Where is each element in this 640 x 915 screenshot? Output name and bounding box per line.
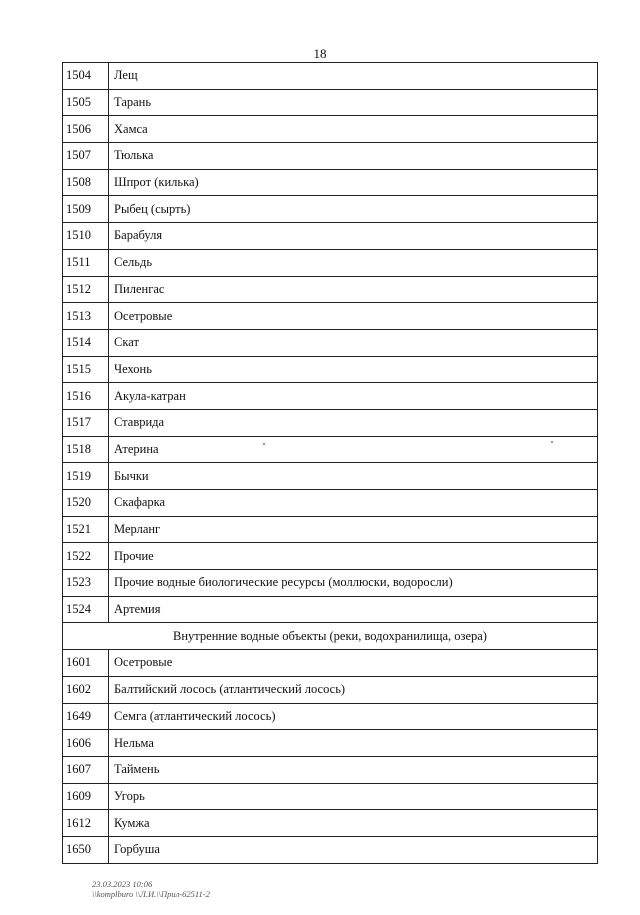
footer-path: \\komplburo \\Л.И.\\Прил-62511-2 <box>92 889 210 899</box>
table-row <box>63 169 598 196</box>
species-code-cell: 1521 <box>63 516 109 543</box>
table-row <box>63 356 598 383</box>
species-code-cell: 1513 <box>63 303 109 330</box>
species-name-cell: Осетровые <box>109 650 598 677</box>
table-row <box>63 543 598 570</box>
species-name-cell: Мерланг <box>109 516 598 543</box>
species-name-cell: Тюлька <box>109 143 598 170</box>
scan-speck <box>551 441 553 443</box>
species-code-cell: 1601 <box>63 650 109 677</box>
species-code-cell: 1522 <box>63 543 109 570</box>
species-name-cell: Барабуля <box>109 223 598 250</box>
species-name-cell: Скат <box>109 329 598 356</box>
table-row <box>63 756 598 783</box>
page-number: 18 <box>313 46 327 61</box>
table-row <box>63 730 598 757</box>
table-row <box>63 703 598 730</box>
species-name-cell: Акула-катран <box>109 383 598 410</box>
species-name-cell: Ставрида <box>109 409 598 436</box>
species-name-cell: Осетровые <box>109 303 598 330</box>
footer-stamp <box>92 879 210 899</box>
species-code-table <box>62 62 598 864</box>
species-name-cell: Прочие водные биологические ресурсы (моллюски, водоросли) <box>109 570 598 597</box>
table-row <box>63 276 598 303</box>
species-code-cell: 1510 <box>63 223 109 250</box>
table-row <box>63 463 598 490</box>
species-name-cell: Угорь <box>109 783 598 810</box>
species-code-cell: 1650 <box>63 836 109 863</box>
species-code-cell: 1524 <box>63 596 109 623</box>
species-code-cell: 1519 <box>63 463 109 490</box>
species-code-cell: 1516 <box>63 383 109 410</box>
table-row <box>63 329 598 356</box>
species-code-cell: 1602 <box>63 676 109 703</box>
species-name-cell: Шпрот (килька) <box>109 169 598 196</box>
species-name-cell: Артемия <box>109 596 598 623</box>
table-row <box>63 143 598 170</box>
table-row <box>63 303 598 330</box>
species-code-cell: 1607 <box>63 756 109 783</box>
species-name-cell: Таймень <box>109 756 598 783</box>
footer-date: 23.03.2023 10:06 <box>92 879 153 889</box>
table-row <box>63 650 598 677</box>
table-row <box>63 836 598 863</box>
species-name-cell: Хамса <box>109 116 598 143</box>
table-row <box>63 196 598 223</box>
species-name-cell: Чехонь <box>109 356 598 383</box>
table-row <box>63 383 598 410</box>
species-code-cell: 1609 <box>63 783 109 810</box>
table-row <box>63 409 598 436</box>
species-code-cell: 1512 <box>63 276 109 303</box>
table-row <box>63 490 598 517</box>
species-code-cell: 1606 <box>63 730 109 757</box>
table-row <box>63 63 598 90</box>
table-row <box>63 596 598 623</box>
species-name-cell: Пиленгас <box>109 276 598 303</box>
species-code-cell: 1520 <box>63 490 109 517</box>
species-code-cell: 1649 <box>63 703 109 730</box>
species-code-cell: 1514 <box>63 329 109 356</box>
species-name-cell: Балтийский лосось (атлантический лосось) <box>109 676 598 703</box>
table-row <box>63 436 598 463</box>
species-name-cell: Семга (атлантический лосось) <box>109 703 598 730</box>
table-row <box>63 116 598 143</box>
table-row <box>63 676 598 703</box>
table-row <box>63 249 598 276</box>
table-row <box>63 516 598 543</box>
species-name-cell: Рыбец (сырть) <box>109 196 598 223</box>
species-code-cell: 1509 <box>63 196 109 223</box>
scan-speck <box>263 443 265 445</box>
species-name-cell: Тарань <box>109 89 598 116</box>
species-name-cell: Кумжа <box>109 810 598 837</box>
section-heading-row <box>63 623 598 650</box>
species-code-cell: 1508 <box>63 169 109 196</box>
species-code-cell: 1507 <box>63 143 109 170</box>
species-code-cell: 1612 <box>63 810 109 837</box>
species-name-cell: Скафарка <box>109 490 598 517</box>
species-code-cell: 1517 <box>63 409 109 436</box>
species-code-cell: 1518 <box>63 436 109 463</box>
species-code-cell: 1505 <box>63 89 109 116</box>
species-name-cell: Горбуша <box>109 836 598 863</box>
species-name-cell: Бычки <box>109 463 598 490</box>
species-code-cell: 1506 <box>63 116 109 143</box>
table-row <box>63 783 598 810</box>
species-name-cell: Прочие <box>109 543 598 570</box>
table-row <box>63 810 598 837</box>
table-body <box>63 63 598 864</box>
species-name-cell: Лещ <box>109 63 598 90</box>
table-row <box>63 570 598 597</box>
species-name-cell: Атерина <box>109 436 598 463</box>
species-code-cell: 1504 <box>63 63 109 90</box>
species-name-cell: Сельдь <box>109 249 598 276</box>
section-heading: Внутренние водные объекты (реки, водохранилища, озера) <box>63 623 598 650</box>
species-code-cell: 1523 <box>63 570 109 597</box>
table-row <box>63 89 598 116</box>
species-code-cell: 1515 <box>63 356 109 383</box>
species-name-cell: Нельма <box>109 730 598 757</box>
table-row <box>63 223 598 250</box>
species-code-cell: 1511 <box>63 249 109 276</box>
